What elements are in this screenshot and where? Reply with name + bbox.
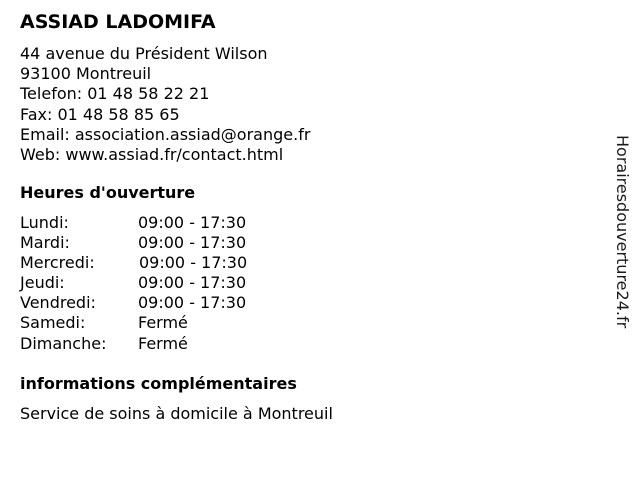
business-name: ASSIAD LADOMIFA [20,11,216,33]
day-hours: 09:00 - 17:30 [138,233,247,253]
day-label: Lundi: [20,213,69,232]
site-watermark: Horairesdouverture24.fr [613,135,632,329]
day-label: Dimanche: [20,333,107,353]
fax-line: Fax: 01 48 58 85 65 [20,104,180,124]
day-hours: Fermé [138,313,188,333]
day-label: Jeudi: [20,273,65,293]
day-label: Vendredi: [20,293,96,313]
additional-info-text: Service de soins à domicile à Montreuil [20,404,333,423]
day-label: Samedi: [20,313,86,333]
address-street: 44 avenue du Président Wilson [20,44,268,63]
day-label: Mardi: [20,233,70,253]
day-hours: 09:00 - 17:30 [139,253,248,273]
day-label: Mercredi: [20,253,95,273]
email-line: Email: association.assiad@orange.fr [20,124,311,144]
day-hours: 09:00 - 17:30 [138,273,247,293]
day-hours: 09:00 - 17:30 [138,293,247,313]
additional-info-heading: informations complémentaires [20,374,297,393]
day-hours: Fermé [138,333,188,353]
address-city: 93100 Montreuil [20,64,152,84]
opening-hours-heading: Heures d'ouverture [20,183,196,202]
contact-details [20,44,310,165]
web-line: Web: www.assiad.fr/contact.html [20,144,284,164]
phone-line: Telefon: 01 48 58 22 21 [20,84,210,104]
day-hours: 09:00 - 17:30 [138,213,247,232]
